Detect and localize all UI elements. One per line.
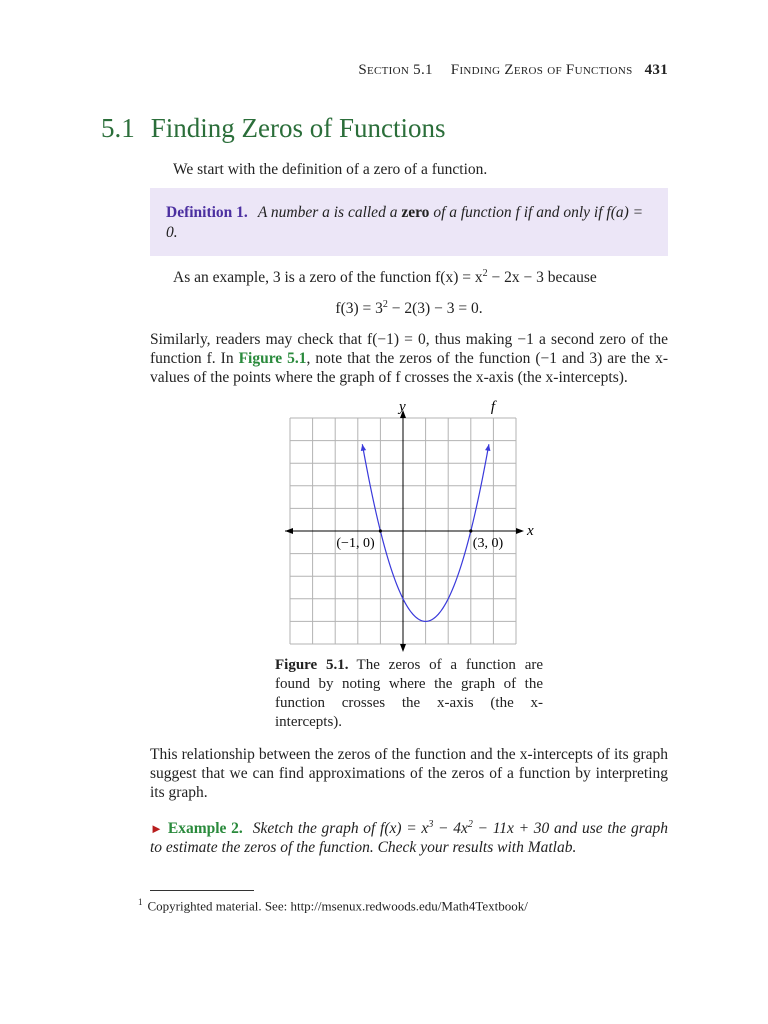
footnote-text: Copyrighted material. See: http://msenux.redwoods.edu/Math4Textbook/: [147, 898, 528, 914]
definition-text-after: of a function f if and only if f(a) = 0.: [166, 204, 644, 241]
y-axis-label: y: [399, 399, 406, 415]
example2-exponent-1: 3: [428, 819, 434, 830]
running-head-title: Finding Zeros of Functions: [450, 62, 633, 78]
example2-text-c: − 11x + 30 and use the graph to estimate the zeros of the function. Check your results with Matlab.: [150, 820, 668, 857]
running-head-section: Section 5.1: [358, 62, 433, 78]
point-label-right: (3, 0): [472, 536, 504, 551]
definition-box: [150, 188, 668, 256]
curve-arrowhead-icon: [485, 444, 490, 451]
running-head: [358, 62, 668, 79]
caption-text: The zeros of a function are found by noting where the graph of the function crosses the x-axis (the x-intercepts).: [275, 657, 544, 730]
equation-exponent: 2: [382, 299, 388, 310]
intercept-point: [379, 529, 382, 532]
equation-part-b: − 2(3) − 3 = 0.: [387, 300, 483, 318]
curve-arrowhead-icon: [361, 444, 366, 451]
example2-exponent-2: 2: [467, 819, 473, 830]
point-label-left: (−1, 0): [336, 536, 375, 551]
intro-paragraph: We start with the definition of a zero of a function.: [173, 161, 488, 178]
figure-caption: [275, 656, 543, 732]
y-axis-arrow-down-icon: [400, 644, 406, 652]
example-sentence: [173, 264, 597, 287]
equation-part-a: f(3) = 3: [335, 300, 383, 318]
definition-text-before: A number a is called a: [257, 204, 402, 221]
paragraph2-part1: Similarly, readers may check that f(−1) = 0, thus making −1 a second zero of the function f. In: [150, 331, 668, 367]
example-text-b: − 2x − 3 because: [487, 269, 597, 287]
page-number: 431: [644, 62, 668, 78]
intercept-point: [469, 529, 472, 532]
graph-svg: [285, 396, 535, 658]
footnote: [138, 894, 528, 914]
x-axis-label: x: [527, 523, 534, 539]
display-equation: [150, 295, 668, 318]
example-2: [150, 815, 668, 857]
example-label: Example 2.: [167, 820, 243, 838]
caption-label: Figure 5.1.: [275, 657, 349, 673]
figure-graph: [285, 396, 535, 658]
example2-text-b: − 4x: [433, 820, 468, 838]
example-marker-icon: ►: [150, 821, 163, 837]
definition-content: [166, 203, 656, 243]
footnote-mark: 1: [138, 897, 143, 907]
curve-label: f: [490, 399, 496, 415]
footnote-rule: [150, 890, 254, 891]
x-axis-arrow-left-icon: [285, 528, 293, 534]
section-title-text: Finding Zeros of Functions: [150, 113, 446, 143]
definition-term: zero: [401, 204, 430, 221]
x-axis-arrow-right-icon: [516, 528, 524, 534]
section-number: 5.1: [101, 113, 135, 143]
example-text-a: As an example, 3 is a zero of the function f(x) = x: [173, 269, 483, 287]
section-title: [101, 113, 446, 144]
paragraph-zeros: [150, 330, 668, 387]
paragraph2-part2: , note that the zeros of the function (−1 and 3) are the x-values of the points where the graph of f crosses the x-axis (the x-intercepts).: [150, 350, 668, 386]
figure-reference-link[interactable]: Figure 5.1: [238, 350, 307, 367]
example2-text-a: Sketch the graph of f(x) = x: [252, 820, 429, 838]
definition-label: Definition 1.: [166, 204, 248, 221]
paragraph-relationship: This relationship between the zeros of the function and the x-intercepts of its graph suggest that we can find approximations of the zeros of a function by interpreting its graph.: [150, 746, 668, 801]
example-exponent: 2: [482, 268, 488, 279]
